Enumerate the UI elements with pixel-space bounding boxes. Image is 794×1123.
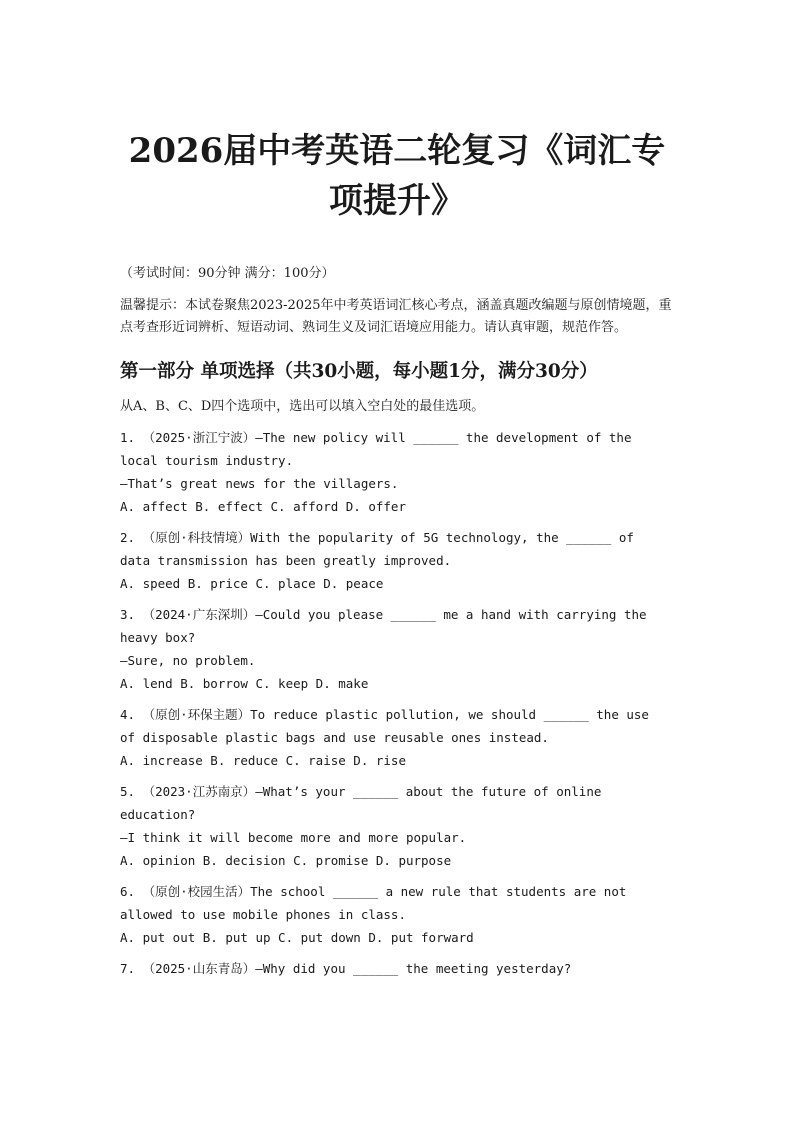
- question-item: [120, 703, 680, 772]
- question-item: [120, 526, 680, 595]
- question-options: A. put out B. put up C. put down D. put forward: [120, 930, 474, 945]
- question-line: of disposable plastic bags and use reusable ones instead.: [120, 730, 549, 745]
- question-line: —That’s great news for the villagers.: [120, 476, 399, 491]
- question-item: [120, 780, 680, 872]
- question-list: [120, 426, 680, 980]
- question-options: A. opinion B. decision C. promise D. purpose: [120, 853, 452, 868]
- question-line: allowed to use mobile phones in class.: [120, 907, 406, 922]
- question-item: [120, 426, 680, 518]
- document-body: [120, 262, 680, 980]
- question-line: 7. （2025·山东青岛）—Why did you ______ the meeting yesterday?: [120, 961, 572, 976]
- question-line: 3. （2024·广东深圳）—Could you please ______ me a hand with carrying the: [120, 607, 647, 622]
- question-line: education?: [120, 807, 196, 822]
- question-options: A. speed B. price C. place D. peace: [120, 576, 384, 591]
- question-line: 6. （原创·校园生活）The school ______ a new rule that students are not: [120, 884, 627, 899]
- question-line: heavy box?: [120, 630, 196, 645]
- tip-text: 温馨提示：本试卷聚焦2023-2025年中考英语词汇核心考点，涵盖真题改编题与原创情境题，重点考查形近词辨析、短语动词、熟词生义及词汇语境应用能力。请认真审题，规范作答。: [120, 298, 672, 335]
- question-item: [120, 603, 680, 695]
- title-line-1: 2026届中考英语二轮复习《词汇专: [128, 131, 666, 171]
- section-instruction: 从A、B、C、D四个选项中，选出可以填入空白处的最佳选项。: [120, 399, 485, 414]
- question-line: data transmission has been greatly improved.: [120, 553, 452, 568]
- question-line: local tourism industry.: [120, 453, 294, 468]
- question-item: [120, 880, 680, 949]
- question-options: A. lend B. borrow C. keep D. make: [120, 676, 369, 691]
- question-line: 5. （2023·江苏南京）—What’s your ______ about the future of online: [120, 784, 602, 799]
- title-line-2: 项提升》: [329, 181, 465, 221]
- question-options: A. increase B. reduce C. raise D. rise: [120, 753, 406, 768]
- exam-info: （考试时间：90分钟 满分：100分）: [120, 266, 335, 281]
- question-line: —Sure, no problem.: [120, 653, 256, 668]
- question-item: [120, 957, 680, 980]
- document-title: [0, 126, 794, 226]
- section-heading: 第一部分 单项选择（共30小题，每小题1分，满分30分）: [120, 361, 598, 382]
- question-options: A. affect B. effect C. afford D. offer: [120, 499, 406, 514]
- question-line: 2. （原创·科技情境）With the popularity of 5G technology, the ______ of: [120, 530, 634, 545]
- question-line: 4. （原创·环保主题）To reduce plastic pollution, we should ______ the use: [120, 707, 649, 722]
- question-line: —I think it will become more and more popular.: [120, 830, 467, 845]
- question-line: 1. （2025·浙江宁波）—The new policy will ______ the development of the: [120, 430, 632, 445]
